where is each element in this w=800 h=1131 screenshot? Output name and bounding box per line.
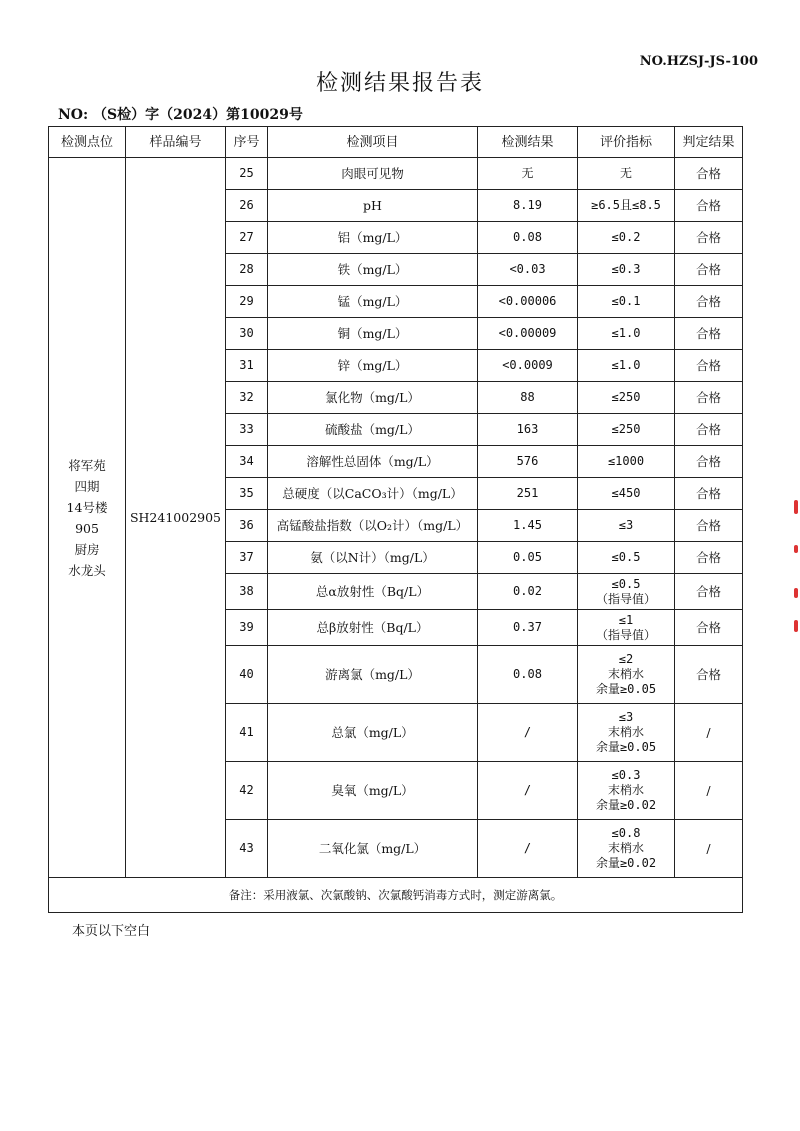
seq-cell: 34	[226, 446, 268, 478]
result-cell: 1.45	[478, 510, 578, 542]
item-cell: 硫酸盐（mg/L）	[268, 414, 478, 446]
seq-cell: 29	[226, 286, 268, 318]
remark-row	[49, 878, 743, 913]
criteria-cell	[578, 158, 675, 190]
criteria-cell	[578, 542, 675, 574]
header-result: 检测结果	[478, 127, 578, 158]
criteria-cell	[578, 574, 675, 610]
criteria-line: 余量≥0.02	[595, 798, 657, 812]
result-cell: /	[478, 820, 578, 878]
judgement-cell: 合格	[675, 478, 743, 510]
criteria-line: ≤0.1	[611, 294, 641, 308]
judgement-cell: 合格	[675, 318, 743, 350]
item-cell: 总β放射性（Bq/L）	[268, 610, 478, 646]
seq-cell: 25	[226, 158, 268, 190]
criteria-line: ≤3	[618, 710, 634, 724]
judgement-cell: /	[675, 820, 743, 878]
item-cell: pH	[268, 190, 478, 222]
criteria-line: 无	[619, 166, 632, 180]
seq-cell: 35	[226, 478, 268, 510]
criteria-line: ≥6.5且≤8.5	[591, 198, 661, 212]
seq-cell: 26	[226, 190, 268, 222]
criteria-line: 余量≥0.02	[595, 856, 657, 870]
criteria-line: （指导值）	[595, 627, 656, 642]
judgement-cell: 合格	[675, 382, 743, 414]
item-cell: 臭氧（mg/L）	[268, 762, 478, 820]
result-cell: 576	[478, 446, 578, 478]
seq-cell: 33	[226, 414, 268, 446]
criteria-cell	[578, 610, 675, 646]
result-cell: 0.08	[478, 222, 578, 254]
remark-text: 备注：采用液氯、次氯酸钠、次氯酸钙消毒方式时，测定游离氯。	[49, 878, 743, 913]
seq-cell: 43	[226, 820, 268, 878]
seq-cell: 40	[226, 646, 268, 704]
criteria-cell	[578, 382, 675, 414]
result-cell: 163	[478, 414, 578, 446]
seq-cell: 41	[226, 704, 268, 762]
judgement-cell: 合格	[675, 646, 743, 704]
criteria-cell	[578, 762, 675, 820]
result-cell: /	[478, 704, 578, 762]
document-number: NO.HZSJ-JS-100	[639, 54, 758, 69]
judgement-cell: 合格	[675, 286, 743, 318]
criteria-cell	[578, 478, 675, 510]
seq-cell: 36	[226, 510, 268, 542]
site-line: 水龙头	[68, 562, 106, 578]
seq-cell: 30	[226, 318, 268, 350]
criteria-line: ≤2	[618, 652, 634, 666]
criteria-line: 末梢水	[607, 667, 644, 681]
judgement-cell: 合格	[675, 574, 743, 610]
criteria-line: ≤1000	[607, 454, 645, 468]
result-cell: 0.05	[478, 542, 578, 574]
result-cell: 251	[478, 478, 578, 510]
result-cell: 0.02	[478, 574, 578, 610]
seq-cell: 39	[226, 610, 268, 646]
judgement-cell: 合格	[675, 222, 743, 254]
sample-id-cell: SH241002905	[126, 158, 226, 878]
header-criteria: 评价指标	[578, 127, 675, 158]
item-cell: 铝（mg/L）	[268, 222, 478, 254]
criteria-line: ≤0.3	[611, 262, 641, 276]
result-cell: <0.00006	[478, 286, 578, 318]
site-line: 四期	[74, 478, 100, 494]
item-cell: 游离氯（mg/L）	[268, 646, 478, 704]
criteria-cell	[578, 286, 675, 318]
criteria-cell	[578, 190, 675, 222]
item-cell: 溶解性总固体（mg/L）	[268, 446, 478, 478]
seq-cell: 42	[226, 762, 268, 820]
item-cell: 锰（mg/L）	[268, 286, 478, 318]
site-cell	[49, 158, 126, 878]
item-cell: 氨（以N计）（mg/L）	[268, 542, 478, 574]
seq-cell: 32	[226, 382, 268, 414]
blank-page-note: 本页以下空白	[72, 924, 151, 939]
criteria-line: ≤3	[618, 518, 634, 532]
criteria-line: ≤0.5	[611, 550, 641, 564]
seq-cell: 37	[226, 542, 268, 574]
site-line: 14号楼	[66, 499, 108, 515]
criteria-line: ≤450	[611, 486, 641, 500]
page-title: 检测结果报告表	[315, 71, 484, 96]
item-cell: 肉眼可见物	[268, 158, 478, 190]
criteria-line: ≤0.3	[611, 768, 641, 782]
criteria-cell	[578, 414, 675, 446]
header-item: 检测项目	[268, 127, 478, 158]
criteria-cell	[578, 820, 675, 878]
criteria-cell	[578, 704, 675, 762]
result-cell: /	[478, 762, 578, 820]
results-table	[48, 126, 743, 913]
judgement-cell: 合格	[675, 190, 743, 222]
criteria-cell	[578, 510, 675, 542]
criteria-cell	[578, 350, 675, 382]
result-cell: 无	[478, 158, 578, 190]
item-cell: 总α放射性（Bq/L）	[268, 574, 478, 610]
seq-cell: 38	[226, 574, 268, 610]
header-judgement: 判定结果	[675, 127, 743, 158]
item-cell: 氯化物（mg/L）	[268, 382, 478, 414]
judgement-cell: 合格	[675, 350, 743, 382]
edge-stamp-mark	[794, 545, 798, 553]
seq-cell: 27	[226, 222, 268, 254]
judgement-cell: 合格	[675, 510, 743, 542]
criteria-line: （指导值）	[595, 591, 656, 606]
criteria-line: ≤0.8	[611, 826, 641, 840]
item-cell: 二氧化氯（mg/L）	[268, 820, 478, 878]
criteria-line: 末梢水	[607, 783, 644, 797]
criteria-line: ≤0.5	[611, 576, 641, 591]
criteria-cell	[578, 446, 675, 478]
result-cell: 88	[478, 382, 578, 414]
header-seq: 序号	[226, 127, 268, 158]
item-cell: 总氯（mg/L）	[268, 704, 478, 762]
criteria-line: 余量≥0.05	[595, 682, 657, 696]
edge-stamp-mark	[794, 500, 798, 514]
judgement-cell: 合格	[675, 610, 743, 646]
report-number: NO: （S检）字（2024）第10029号	[58, 107, 303, 123]
header-sample-id: 样品编号	[126, 127, 226, 158]
criteria-line: ≤1.0	[611, 358, 641, 372]
judgement-cell: /	[675, 704, 743, 762]
criteria-line: ≤0.2	[611, 230, 641, 244]
site-line: 905	[75, 520, 99, 536]
item-cell: 高锰酸盐指数（以O₂计）（mg/L）	[268, 510, 478, 542]
judgement-cell: 合格	[675, 542, 743, 574]
judgement-cell: 合格	[675, 158, 743, 190]
seq-cell: 28	[226, 254, 268, 286]
judgement-cell: 合格	[675, 414, 743, 446]
judgement-cell: 合格	[675, 254, 743, 286]
table-header-row	[49, 127, 743, 158]
criteria-line: 余量≥0.05	[595, 740, 657, 754]
item-cell: 铜（mg/L）	[268, 318, 478, 350]
judgement-cell: 合格	[675, 446, 743, 478]
criteria-cell	[578, 646, 675, 704]
criteria-cell	[578, 318, 675, 350]
criteria-line: ≤250	[611, 422, 641, 436]
site-line: 厨房	[74, 541, 100, 557]
result-cell: 8.19	[478, 190, 578, 222]
edge-stamp-mark	[794, 620, 798, 632]
criteria-line: ≤250	[611, 390, 641, 404]
result-cell: <0.03	[478, 254, 578, 286]
criteria-line: ≤1.0	[611, 326, 641, 340]
site-line: 将军苑	[68, 457, 106, 473]
table-row	[49, 158, 743, 190]
item-cell: 锌（mg/L）	[268, 350, 478, 382]
criteria-line: 末梢水	[607, 841, 644, 855]
item-cell: 总硬度（以CaCO₃计）（mg/L）	[268, 478, 478, 510]
result-cell: <0.00009	[478, 318, 578, 350]
result-cell: 0.37	[478, 610, 578, 646]
judgement-cell: /	[675, 762, 743, 820]
result-cell: <0.0009	[478, 350, 578, 382]
edge-stamp-mark	[794, 588, 798, 598]
criteria-cell	[578, 222, 675, 254]
seq-cell: 31	[226, 350, 268, 382]
item-cell: 铁（mg/L）	[268, 254, 478, 286]
criteria-line: 末梢水	[607, 725, 644, 739]
header-site: 检测点位	[49, 127, 126, 158]
result-cell: 0.08	[478, 646, 578, 704]
criteria-line: ≤1	[618, 612, 634, 627]
criteria-cell	[578, 254, 675, 286]
